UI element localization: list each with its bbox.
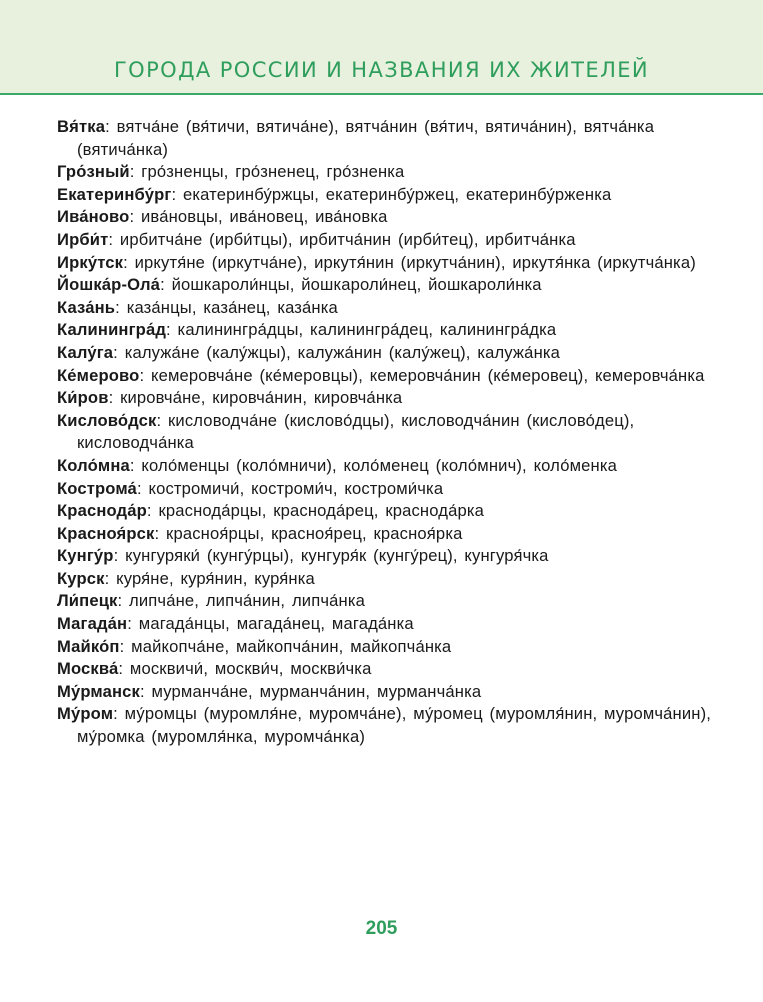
resident-names: вятча́не (вя́тичи, вятича́не), вятча́нин (вя́тич, вятича́нин), вятча́нка (вятича́нка) — [77, 117, 655, 159]
resident-names: липча́не, липча́нин, липча́нка — [129, 591, 365, 611]
city-name: Му́рманск — [57, 681, 141, 701]
resident-names: иркутя́не (иркутча́не), иркутя́нин (иркутча́нин), иркутя́нка (иркутча́нка) — [134, 252, 696, 272]
city-name: Красноя́рск — [57, 523, 155, 543]
resident-names: ирбитча́не (ирби́тцы), ирбитча́нин (ирби́тец), ирбитча́нка — [119, 229, 576, 249]
city-entry: Калу́га: калужа́не (калу́жцы), калужа́нин (калу́жец), калужа́нка — [57, 342, 561, 362]
city-entry: Вя́тка: вятча́не (вя́тичи, вятича́не), вятча́нин (вя́тич, вятича́нин), вятча́нка (вятича́нка) — [57, 117, 655, 159]
city-name: Краснода́р — [57, 501, 147, 521]
resident-names: коло́менцы (коло́мничи), коло́менец (коло́мнич), коло́менка — [141, 455, 617, 475]
header-divider — [0, 93, 763, 95]
resident-names: ива́новцы, ива́новец, ива́новка — [141, 207, 388, 227]
page-title: ГОРОДА РОССИИ И НАЗВАНИЯ ИХ ЖИТЕЛЕЙ — [113, 58, 650, 82]
city-entry: Екатеринбу́рг: екатеринбу́ржцы, екатеринбу́ржец, екатеринбу́рженка — [57, 184, 612, 204]
city-entry: Кунгу́р: кунгуряки́ (кунгу́рцы), кунгуря́к (кунгу́рец), кунгуря́чка — [57, 546, 549, 566]
city-name: Майко́п — [57, 636, 120, 656]
city-name: Йошка́р-Ола́ — [57, 275, 161, 295]
city-name: Ке́мерово — [57, 365, 140, 385]
resident-names: костромичи́, костроми́ч, костроми́чка — [148, 478, 444, 498]
city-entry: Калинингра́д: калинингра́дцы, калинингра́дец, калинингра́дка — [57, 320, 557, 340]
city-name: Ирку́тск — [57, 252, 124, 272]
resident-names: майкопча́не, майкопча́нин, майкопча́нка — [131, 636, 452, 656]
resident-names: краснода́рцы, краснода́рец, краснода́рка — [158, 501, 485, 521]
resident-names: кировча́не, кировча́нин, кировча́нка — [120, 388, 403, 408]
city-entry: Красноя́рск: красноя́рцы, красноя́рец, красноя́рка — [57, 523, 463, 543]
page-number: 205 — [365, 918, 398, 939]
city-entry: Ли́пецк: липча́не, липча́нин, липча́нка — [57, 591, 365, 611]
city-entry-list — [57, 116, 717, 749]
city-name: Ива́ново — [57, 207, 130, 227]
city-entry: Ирби́т: ирбитча́не (ирби́тцы), ирбитча́нин (ирби́тец), ирбитча́нка — [57, 229, 576, 249]
city-name: Му́ром — [57, 704, 114, 724]
city-name: Курск — [57, 568, 105, 588]
resident-names: мурманча́не, мурманча́нин, мурманча́нка — [151, 681, 482, 701]
city-name: Кунгу́р — [57, 546, 114, 566]
city-entry: Каза́нь: каза́нцы, каза́нец, каза́нка — [57, 297, 338, 317]
city-name: Кострома́ — [57, 478, 137, 498]
city-entry: Майко́п: майкопча́не, майкопча́нин, майкопча́нка — [57, 636, 452, 656]
resident-names: йошкароли́нцы, йошкароли́нец, йошкароли́нка — [171, 275, 542, 295]
city-entry: Магада́н: магада́нцы, магада́нец, магада́нка — [57, 614, 414, 634]
city-entry: Москва́: москвичи́, москви́ч, москви́чка — [57, 659, 372, 679]
city-entry: Му́ром: му́ромцы (муромля́не, муромча́не), му́ромец (муромля́нин, муромча́нин), му́ромка (муромля́нка, муромча́нка) — [57, 704, 712, 747]
city-entry: Краснода́р: краснода́рцы, краснода́рец, краснода́рка — [57, 501, 485, 521]
city-name: Калинингра́д — [57, 320, 167, 340]
resident-names: кисловодча́не (кислово́дцы), кисловодча́нин (кислово́дец), кисловодча́нка — [77, 410, 635, 453]
city-entry: Ки́ров: кировча́не, кировча́нин, кировча́нка — [57, 388, 403, 408]
city-entry: Йошка́р-Ола́: йошкароли́нцы, йошкароли́нец, йошкароли́нка — [57, 275, 542, 295]
resident-names: каза́нцы, каза́нец, каза́нка — [126, 297, 338, 317]
city-name: Коло́мна — [57, 455, 130, 475]
resident-names: москвичи́, москви́ч, москви́чка — [129, 659, 372, 679]
city-entry: Гро́зный: гро́зненцы, гро́зненец, гро́зненка — [57, 162, 405, 182]
city-name: Ли́пецк — [57, 591, 118, 611]
resident-names: калинингра́дцы, калинингра́дец, калинингра́дка — [177, 320, 557, 340]
resident-names: гро́зненцы, гро́зненец, гро́зненка — [141, 162, 405, 182]
resident-names: му́ромцы (муромля́не, муромча́не), му́ромец (муромля́нин, муромча́нин), му́ромка (муромля́нка, муромча́нка) — [77, 704, 712, 747]
city-name: Гро́зный — [57, 162, 130, 182]
city-name: Ки́ров — [57, 388, 109, 408]
city-entry: Ива́ново: ива́новцы, ива́новец, ива́новка — [57, 207, 388, 227]
city-name: Каза́нь — [57, 297, 116, 317]
city-name: Ирби́т — [57, 229, 109, 249]
city-entry: Му́рманск: мурманча́не, мурманча́нин, мурманча́нка — [57, 681, 482, 701]
city-entry: Ирку́тск: иркутя́не (иркутча́не), иркутя́нин (иркутча́нин), иркутя́нка (иркутча́нка) — [57, 252, 696, 272]
resident-names: магада́нцы, магада́нец, магада́нка — [138, 614, 414, 634]
resident-names: екатеринбу́ржцы, екатеринбу́ржец, екатеринбу́рженка — [182, 184, 612, 204]
city-entry: Кислово́дск: кисловодча́не (кислово́дцы), кисловодча́нин (кислово́дец), кисловодча́нка — [57, 410, 635, 453]
city-name: Москва́ — [57, 659, 119, 679]
city-name: Калу́га — [57, 342, 114, 362]
city-name: Кислово́дск — [57, 410, 157, 430]
resident-names: красноя́рцы, красноя́рец, красноя́рка — [166, 523, 463, 543]
resident-names: кемеровча́не (ке́меровцы), кемеровча́нин (ке́меровец), кемеровча́нка — [150, 365, 705, 385]
city-name: Вя́тка — [57, 117, 106, 136]
city-entry: Курск: куря́не, куря́нин, куря́нка — [57, 568, 315, 588]
city-name: Екатеринбу́рг — [57, 184, 172, 204]
resident-names: куря́не, куря́нин, куря́нка — [116, 568, 315, 588]
city-entry: Кострома́: костромичи́, костроми́ч, костроми́чка — [57, 478, 444, 498]
city-entry: Ке́мерово: кемеровча́не (ке́меровцы), кемеровча́нин (ке́меровец), кемеровча́нка — [57, 365, 705, 385]
resident-names: кунгуряки́ (кунгу́рцы), кунгуря́к (кунгу́рец), кунгуря́чка — [125, 546, 549, 566]
city-name: Магада́н — [57, 614, 128, 634]
resident-names: калужа́не (калу́жцы), калужа́нин (калу́жец), калужа́нка — [124, 342, 561, 362]
city-entry: Коло́мна: коло́менцы (коло́мничи), коло́менец (коло́мнич), коло́менка — [57, 455, 617, 475]
